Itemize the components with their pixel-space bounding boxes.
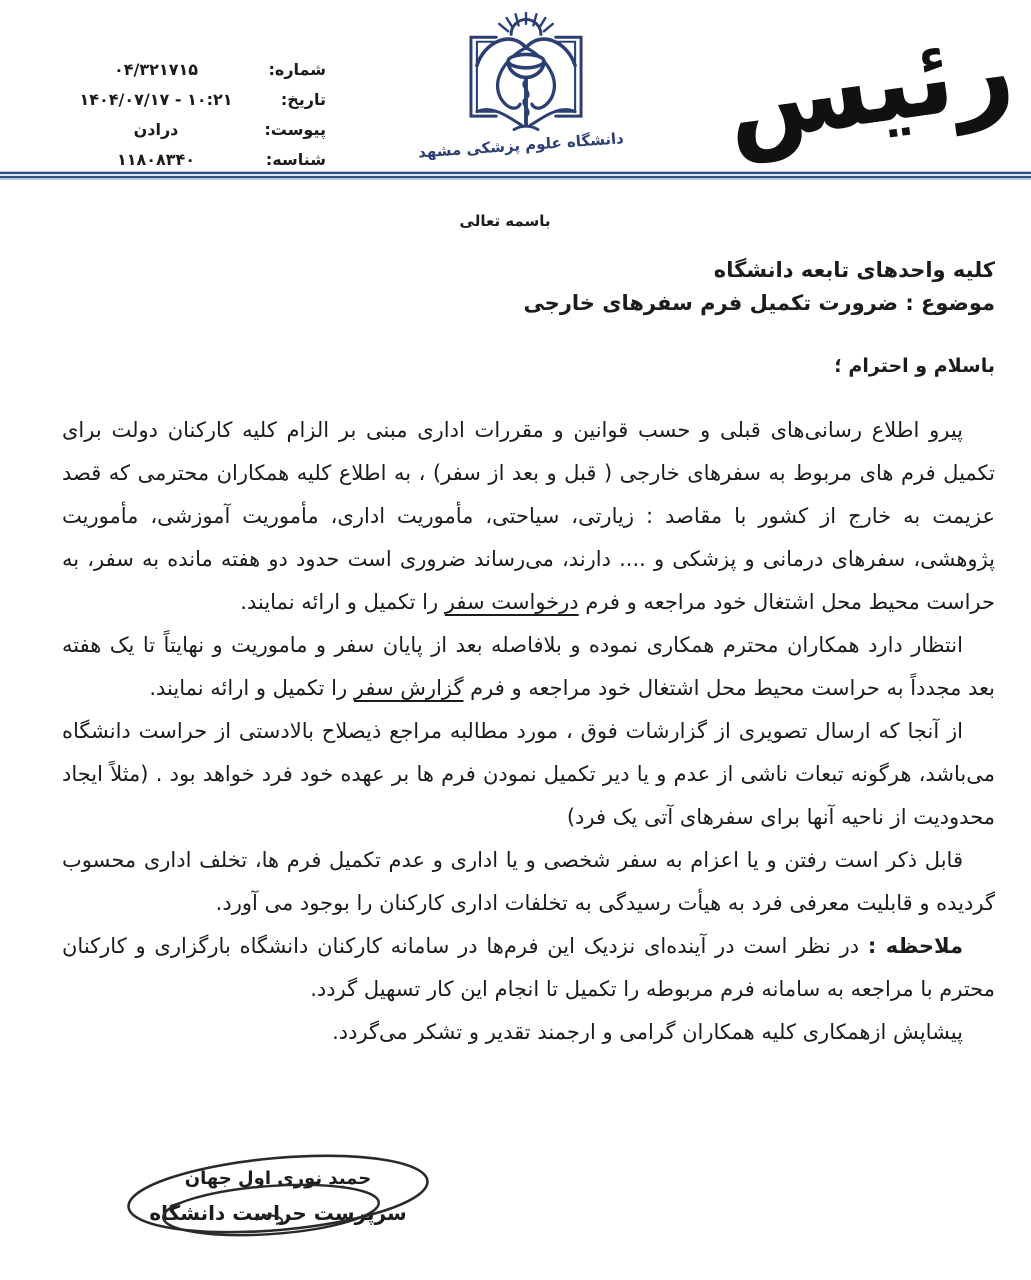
paragraph-2-tail: را تکمیل و ارائه نمایند. xyxy=(149,676,354,700)
salutation: باسلام و احترام ؛ xyxy=(834,355,995,377)
university-logo xyxy=(417,12,625,162)
travel-request-form-underlined: درخواست سفر xyxy=(444,590,579,614)
paragraph-4: قابل ذکر است رفتن و یا اعزام به سفر شخصی و یا اداری و عدم تکمیل فرم ها، تخلف اداری محسوب گردیده و قابلیت معرفی فرد به هیأت رسیدگی به تخلفات اداری کارکنان را بوجود می آورد. xyxy=(62,848,995,915)
meta-row-id xyxy=(58,150,326,169)
subject-text: ضرورت تکمیل فرم سفرهای خارجی xyxy=(523,291,898,315)
addressee: کلیه واحدهای تابعه دانشگاه xyxy=(713,258,995,282)
paragraph-1-text: پیرو اطلاع رسانی‌های قبلی و حسب قوانین و مقررات اداری مبنی بر الزام کلیه کارکنان دولت برای تکمیل فرم های مربوط به سفرهای خارجی ( قبل و بعد از سفر) ، به اطلاع کلیه همکاران محترمی که قصد عزیمت به خارج از کشور با مقاصد : زیارتی، سیاحتی، مأموریت اداری، مأموریت آموزشی، مأموریت پژوهشی، سفرهای درمانی و پزشکی و .... دارند، می‌رساند ضروری است حدود دو هفته مانده به سفر، به حراست محیط محل اشتغال خود مراجعه و فرم xyxy=(62,418,995,614)
paragraph-1-tail: را تکمیل و ارائه نمایند. xyxy=(240,590,445,614)
paragraph-thanks: پیشاپش ازهمکاری کلیه همکاران گرامی و ارجمند تقدیر و تشکر می‌گردد. xyxy=(332,1020,963,1044)
travel-report-form-underlined: گزارش سفر xyxy=(353,676,464,700)
university-name-calligraphy: دانشگاه علوم پزشکی مشهد xyxy=(417,129,625,162)
attachment-value: ندارد xyxy=(133,120,179,139)
paragraph-2-text: انتظار دارد همکاران محترم همکاری نموده و بلافاصله بعد از پایان سفر و ماموریت و نهایتاً تا یک هفته بعد مجدداً به حراست محیط محل اشتغال خود مراجعه و فرم xyxy=(62,633,995,700)
meta-row-date xyxy=(58,90,326,109)
signature-block xyxy=(128,1168,428,1225)
paragraph-2 xyxy=(62,624,995,710)
letter-body xyxy=(0,258,1031,1054)
date-value: ۱۴۰۴/۰۷/۱۷ - ۱۰:۲۱ xyxy=(79,90,233,109)
note-lead: ملاحظه : xyxy=(867,934,963,958)
meta-row-attachment xyxy=(58,120,326,139)
signer-title: سرپرست حراست دانشگاه xyxy=(149,1201,407,1225)
subject-label: موضوع : xyxy=(905,291,995,315)
note-text: در نظر است در آینده‌ای نزدیک این فرم‌ها در سامانه کارکنان دانشگاه بارگزاری و کارکنان محترم با مراجعه به سامانه فرم مربوطه را تکمیل تا انجام این کار تسهیل گردد. xyxy=(62,934,995,1001)
subject-line xyxy=(62,291,995,315)
attachment-label: پیوست: xyxy=(264,120,326,139)
id-value: ۱۱۸۰۸۳۴۰ xyxy=(116,150,196,169)
paragraph-1 xyxy=(62,409,995,624)
letterhead-meta xyxy=(58,60,326,180)
date-label: تاریخ: xyxy=(280,90,326,109)
number-label: شماره: xyxy=(268,60,326,79)
paragraph-note xyxy=(62,925,995,1011)
number-value: ۰۴/۳۲۱۷۱۵ xyxy=(114,60,198,79)
header-divider xyxy=(0,171,1031,180)
president-calligraphy: رئیس xyxy=(717,6,1021,168)
invocation: باسمه تعالی xyxy=(459,212,551,230)
id-label: شناسه: xyxy=(265,150,326,169)
paragraph-3: از آنجا که ارسال تصویری از گزارشات فوق ، مورد مطالبه مراجع ذیصلاح بالادستی از حراست دانشگاه می‌باشد، هرگونه تبعات ناشی از عدم و یا دیر تکمیل نمودن فرم ها بر عهده خود فرد خواهد بود . (مثلاً ایجاد محدودیت از ناحیه آنها برای سفرهای آتی یک فرد) xyxy=(62,719,995,829)
university-emblem-icon xyxy=(451,12,601,134)
signer-name: حمید نوری اول جهان xyxy=(184,1168,372,1189)
meta-row-number xyxy=(58,60,326,79)
